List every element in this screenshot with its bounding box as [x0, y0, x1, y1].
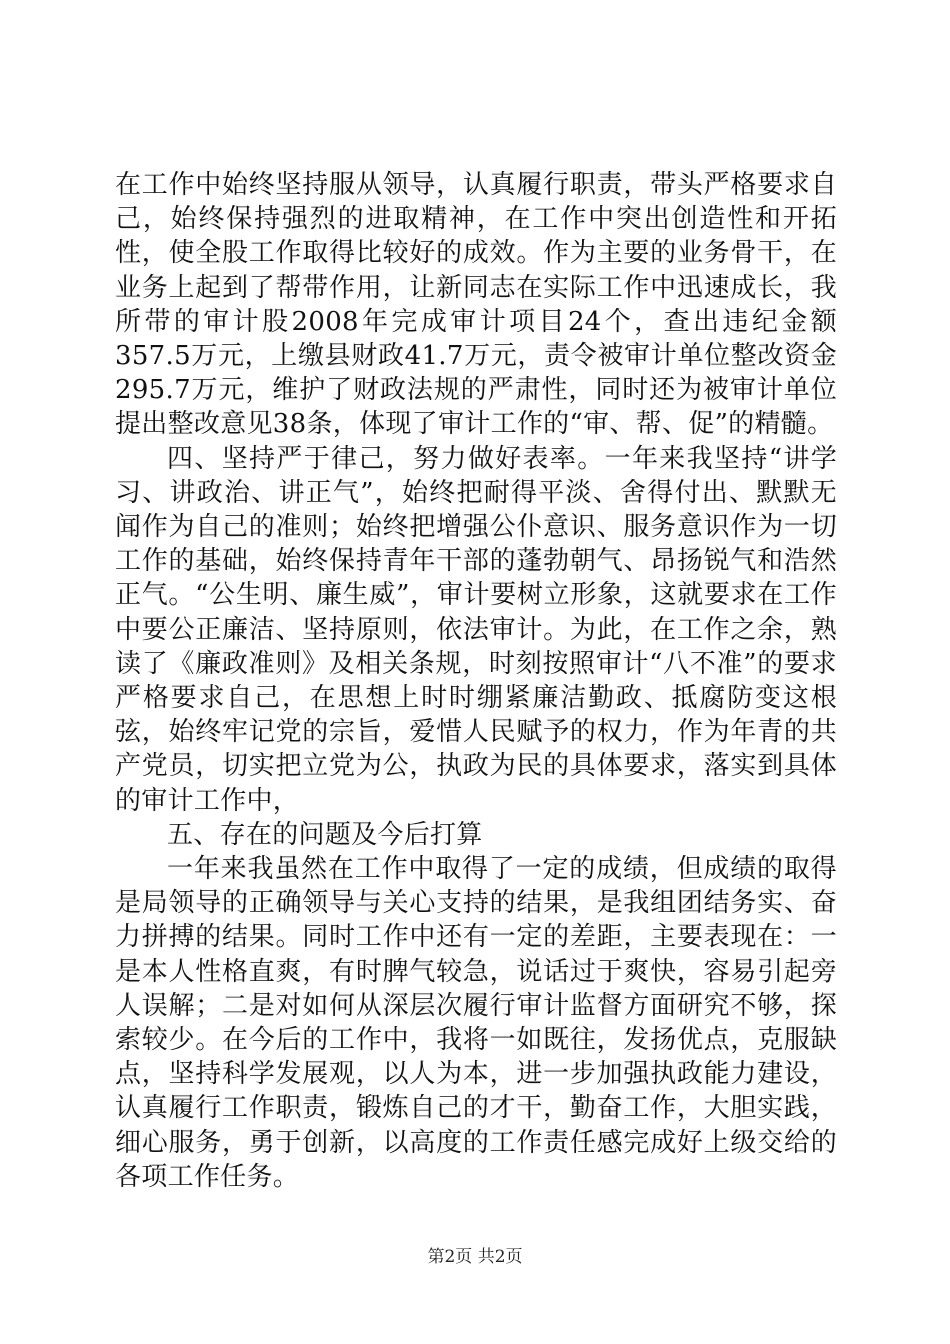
paragraph-1: 在工作中始终坚持服从领导，认真履行职责，带头严格要求自己，始终保持强烈的进取精神，在工作中突出创造性和开拓性，使全股工作取得比较好的成效。作为主要的业务骨干，在业务上起到了帮带作用，让新同志在实际工作中迅速成长，我所带的审计股2008年完成审计项目24个，查出违纪金额357.5万元，上缴县财政41.7万元，责令被审计单位整改资金295.7万元，维护了财政法规的严肃性，同时还为被审计单位提出整改意见38条，体现了审计工作的“审、帮、促”的精髓。 [115, 170, 837, 440]
paragraph-3: 一年来我虽然在工作中取得了一定的成绩，但成绩的取得是局领导的正确领导与关心支持的结果，是我组团结务实、奋力拼搏的结果。同时工作中还有一定的差距，主要表现在：一是本人性格直爽，有时脾气较急，说话过于爽快，容易引起旁人误解；二是对如何从深层次履行审计监督方面研究不够，探索较少。在今后的工作中，我将一如既往，发扬优点，克服缺点，坚持科学发展观，以人为本，进一步加强执政能力建设，认真履行工作职责，锻炼自己的才干，勤奋工作，大胆实践，细心服务，勇于创新，以高度的工作责任感完成好上级交给的各项工作任务。 [115, 854, 837, 1192]
section-heading-5: 五、存在的问题及今后打算 [167, 819, 483, 850]
paragraph-2: 四、坚持严于律己，努力做好表率。一年来我坚持“讲学习、讲政治、讲正气”，始终把耐得平淡、舍得付出、默默无闻作为自己的准则；始终把增强公仆意识、服务意识作为一切工作的基础，始终保持青年干部的蓬勃朝气、昂扬锐气和浩然正气。“公生明、廉生威”，审计要树立形象，这就要求在工作中要公正廉洁、坚持原则，依法审计。为此，在工作之余，熟读了《廉政准则》及相关条规，时刻按照审计“八不准”的要求严格要求自己，在思想上时时绷紧廉洁勤政、抵腐防变这根弦，始终牢记党的宗旨，爱惜人民赋予的权力，作为年青的共产党员，切实把立党为公，执政为民的具体要求，落实到具体的审计工作中， [115, 443, 837, 816]
page-number-footer: 第2页 共2页 [427, 1247, 523, 1267]
document-body [115, 168, 837, 1194]
